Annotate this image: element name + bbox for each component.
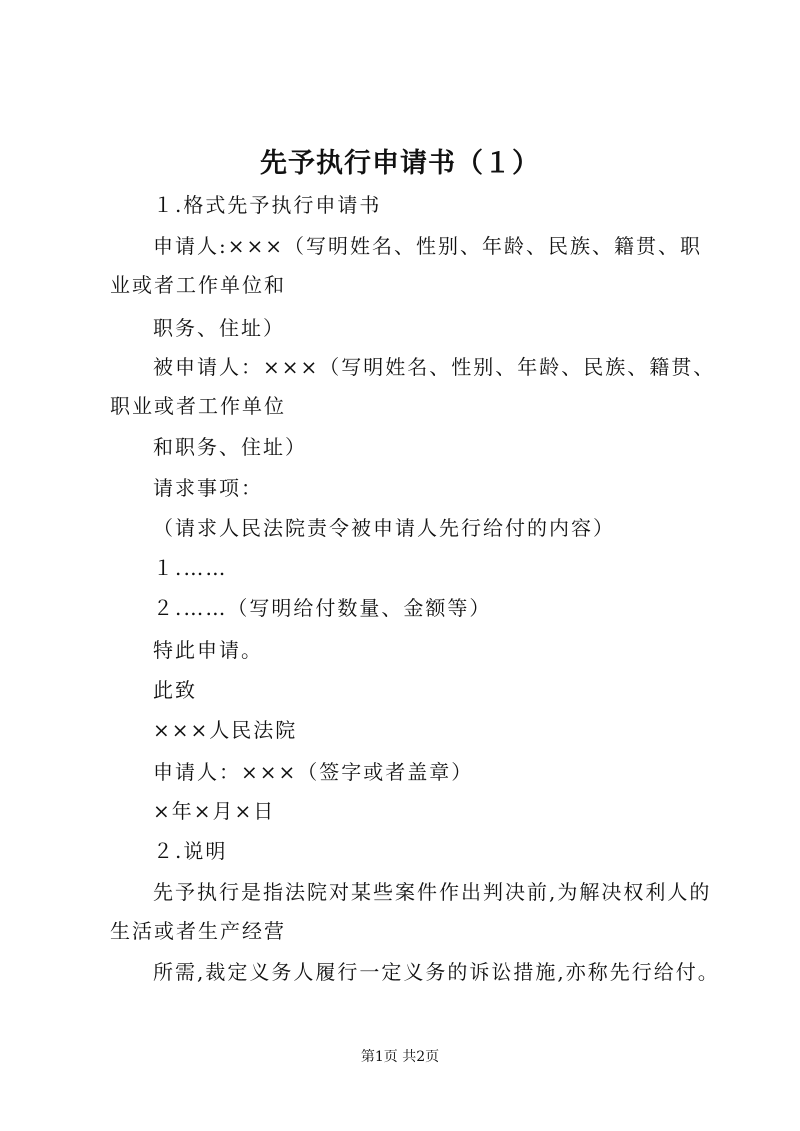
- respondent-line-cont2: 和职务、住址）: [153, 435, 307, 459]
- applicant-line: 申请人:×××（写明姓名、性别、年龄、民族、籍贯、职: [153, 234, 703, 258]
- respondent-line: 被申请人：×××（写明姓名、性别、年龄、民族、籍贯、: [153, 355, 716, 379]
- request-item-2: ２.……（写明给付数量、金额等）: [153, 596, 492, 620]
- section-heading-format: １.格式先予执行申请书: [153, 193, 382, 217]
- document-title: 先予执行申请书（１）: [260, 148, 540, 179]
- date-line: ×年×月×日: [153, 799, 276, 823]
- explanation-line-2: 生活或者生产经营: [110, 919, 286, 943]
- applicant-line-cont2: 职务、住址）: [153, 316, 285, 340]
- section-heading-explanation: ２.说明: [153, 839, 228, 863]
- request-item-1: １.……: [153, 556, 228, 580]
- explanation-line-1: 先予执行是指法院对某些案件作出判决前,为解决权利人的: [153, 880, 712, 904]
- applicant-line-cont: 业或者工作单位和: [110, 273, 286, 297]
- request-items-heading: 请求事项：: [153, 476, 263, 500]
- signature-line: 申请人：×××（签字或者盖章）: [153, 760, 474, 784]
- closing-statement: 特此申请。: [153, 638, 263, 662]
- request-items-desc: （请求人民法院责令被申请人先行给付的内容）: [153, 516, 615, 540]
- respondent-line-cont: 职业或者工作单位: [110, 394, 286, 418]
- salutation: 此致: [153, 678, 197, 702]
- explanation-line-3: 所需,裁定义务人履行一定义务的诉讼措施,亦称先行给付。: [153, 960, 720, 984]
- page-footer: 第1页 共2页: [360, 1049, 440, 1065]
- court-name: ×××人民法院: [153, 718, 298, 742]
